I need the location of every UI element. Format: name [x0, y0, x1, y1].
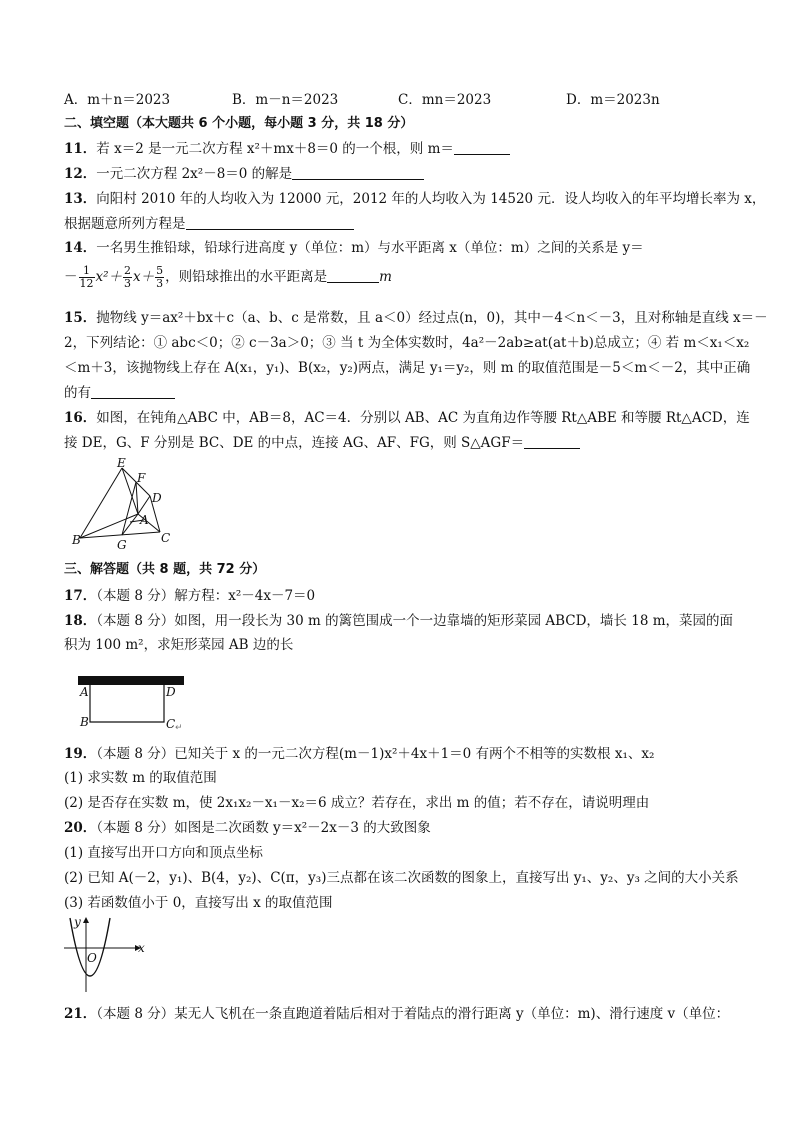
option-a: A．m＋n＝2023: [64, 92, 171, 108]
question-20-sub-1: (1) 直接写出开口方向和顶点坐标: [64, 845, 263, 861]
answer-blank[interactable]: [186, 215, 354, 230]
question-text: （本题 8 分）某无人飞机在一条直跑道着陆后相对于着陆点的滑行距离 y（单位：m)、滑行速度 v（单位：: [96, 1006, 730, 1022]
label-c: C: [166, 717, 176, 731]
question-15-line-1: [64, 308, 768, 328]
return-mark: ↵: [175, 723, 183, 733]
numerator: 5: [156, 264, 164, 277]
question-15-line-4: [64, 383, 175, 403]
unit: m: [379, 269, 392, 285]
question-13-line-1: [64, 189, 765, 209]
question-text: 若 x＝2 是一元二次方程 x²＋mx＋8＝0 的一个根，则 m＝: [96, 141, 454, 157]
answer-blank[interactable]: [292, 165, 424, 180]
question-number: 19．: [64, 746, 97, 762]
term: x²＋: [95, 269, 123, 285]
label-d: D: [166, 685, 176, 699]
garden-figure: [76, 672, 188, 734]
option-b: B．m－n＝2023: [232, 92, 339, 108]
question-text: 如图，在钝角△ABC 中，AB＝8，AC＝4．分别以 AB、AC 为直角边作等腰 Rt△ABE 和等腰 Rt△ACD，连: [96, 410, 750, 426]
question-number: 17．: [64, 588, 97, 604]
question-number: 20．: [64, 820, 97, 836]
question-text: 向阳村 2010 年的人均收入为 12000 元，2012 年的人均收入为 14520 元．设人均收入的年平均增长率为 x，: [96, 191, 766, 207]
question-number: 14．: [64, 240, 97, 256]
question-number: 21．: [64, 1006, 97, 1022]
label-o: O: [87, 951, 97, 965]
parabola-figure: [62, 914, 148, 994]
question-number: 12．: [64, 166, 97, 182]
section-3-title: 三、解答题（共 8 题，共 72 分）: [64, 562, 266, 577]
label-g: G: [117, 538, 127, 550]
question-14-line-2: [64, 262, 392, 292]
question-14-line-1: [64, 238, 644, 258]
question-text: 抛物线 y＝ax²＋bx＋c（a、b、c 是常数，且 a＜0）经过点(n，0)，其中－4＜n＜－3，且对称轴是直线 x＝－: [96, 310, 768, 326]
question-text: 一名男生推铅球，铅球行进高度 y（单位：m）与水平距离 x（单位：m）之间的关系是 y＝: [96, 240, 644, 256]
question-text: 根据题意所列方程是: [64, 216, 186, 232]
triangle-figure: [70, 458, 180, 550]
question-number: 11．: [64, 141, 97, 157]
label-b: B: [72, 533, 81, 547]
segment-fg: [122, 482, 136, 535]
question-text: （本题 8 分）如图是二次函数 y＝x²－2x－3 的大致图象: [96, 820, 431, 836]
question-12: [64, 164, 424, 184]
label-a: A: [80, 685, 89, 699]
question-20-line-1: [64, 818, 431, 838]
section-2-title: 二、填空题（本大题共 6 个小题，每小题 3 分，共 18 分）: [64, 116, 414, 131]
question-number: 16．: [64, 410, 97, 426]
label-y: y: [74, 915, 81, 929]
label-e: E: [117, 458, 126, 470]
question-text: （本题 8 分）已知关于 x 的一元二次方程(m－1)x²＋4x＋1＝0 有两个不相等的实数根 x₁、x₂: [96, 746, 655, 762]
segment-ad: [138, 496, 150, 514]
question-text: （本题 8 分）如图，用一段长为 30 m 的篱笆围成一个一边靠墙的矩形菜园 ABCD，墙长 18 m，菜园的面: [96, 613, 733, 629]
label-b: B: [80, 715, 89, 729]
answer-blank[interactable]: [524, 434, 580, 449]
question-18-line-1: [64, 611, 733, 631]
answer-blank[interactable]: [91, 384, 175, 399]
question-19-line-1: [64, 744, 654, 764]
label-a: A: [140, 513, 149, 527]
question-number: 18．: [64, 613, 97, 629]
wall: [78, 676, 184, 685]
question-number: 15．: [64, 310, 97, 326]
question-15-line-2: 2，下列结论：① abc＜0；② c－3a＞0；③ 当 t 为全体实数时，4a²－2ab≥at(at＋b)总成立；④ 若 m＜x₁＜x₂: [64, 335, 750, 351]
label-d: D: [152, 491, 162, 505]
question-text: （本题 8 分）解方程：x²－4x－7＝0: [96, 588, 316, 604]
question-17: [64, 586, 315, 606]
question-13-line-2: [64, 214, 354, 234]
segment-ea: [122, 468, 138, 514]
minus-sign: －: [64, 269, 78, 285]
option-d: D．m＝2023n: [566, 92, 660, 108]
answer-blank[interactable]: [327, 268, 379, 283]
numerator: 1: [79, 265, 95, 278]
option-c: C．mn＝2023: [398, 92, 492, 108]
question-text: 一元二次方程 2x²－8＝0 的解是: [96, 166, 293, 182]
question-11: [64, 139, 510, 159]
term: x＋: [133, 269, 155, 285]
label-f: F: [137, 471, 146, 485]
question-text: 接 DE，G、F 分别是 BC、DE 的中点，连接 AG、AF、FG，则 S△AGF＝: [64, 435, 525, 451]
question-16-line-1: [64, 408, 750, 428]
denominator: 12: [79, 277, 94, 290]
denominator: 3: [124, 277, 132, 290]
question-19-sub-2: (2) 是否存在实数 m，使 2x₁x₂－x₁－x₂＝6 成立？若存在，求出 m 的值；若不存在，请说明理由: [64, 795, 650, 811]
fraction-1-12: [79, 265, 95, 290]
segment-be: [80, 468, 122, 538]
question-text: ，则铅球推出的水平距离是: [165, 269, 328, 285]
question-18-line-2: 积为 100 m²，求矩形菜园 AB 边的长: [64, 637, 294, 653]
question-text: 的有: [64, 385, 91, 401]
fraction-2-3: [123, 265, 132, 290]
question-19-sub-1: (1) 求实数 m 的取值范围: [64, 770, 217, 786]
fence: [90, 685, 164, 722]
answer-blank[interactable]: [454, 140, 510, 155]
question-21-line-1: [64, 1004, 729, 1024]
numerator: 2: [124, 264, 132, 277]
question-20-sub-3: (3) 若函数值小于 0，直接写出 x 的取值范围: [64, 895, 333, 911]
denominator: 3: [156, 277, 164, 290]
label-x: x: [138, 941, 145, 955]
question-15-line-3: ＜m＋3，该抛物线上存在 A(x₁，y₁)、B(x₂，y₂)两点，满足 y₁＝y₂，则 m 的取值范围是－5＜m＜－2，其中正确: [64, 360, 751, 376]
question-20-sub-2: (2) 已知 A(－2，y₁)、B(4，y₂)、C(π，y₃)三点都在该二次函数的图象上，直接写出 y₁、y₂、y₃ 之间的大小关系: [64, 870, 739, 886]
label-c: C: [161, 531, 171, 545]
fraction-5-3: [155, 265, 164, 290]
question-number: 13．: [64, 191, 97, 207]
question-16-line-2: [64, 433, 580, 453]
